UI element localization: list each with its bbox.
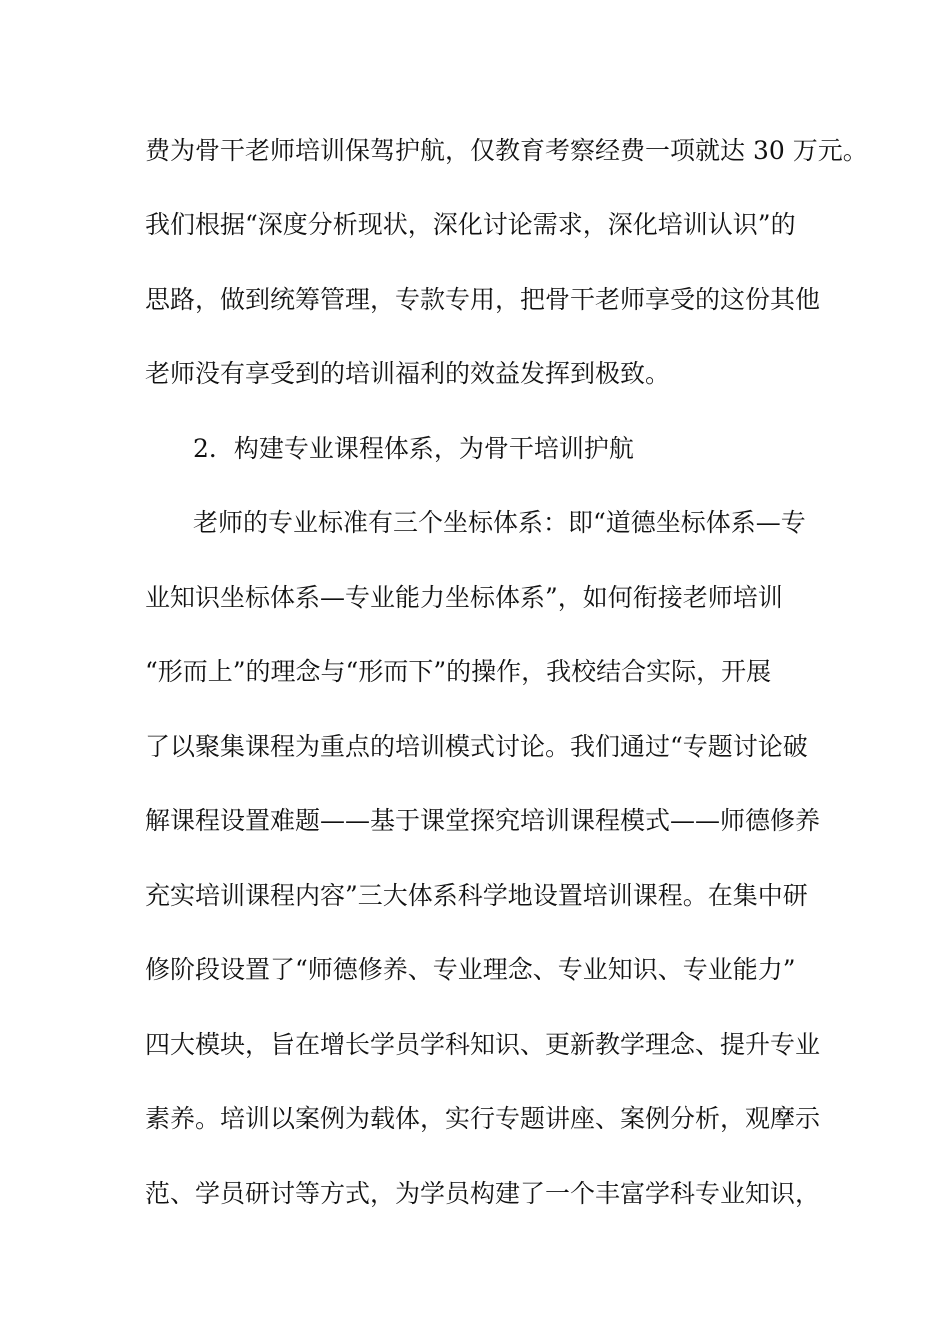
text-line: 思路，做到统筹管理，专款专用，把骨干老师享受的这份其他 [145,285,821,314]
text-line: 业知识坐标体系—专业能力坐标体系”，如何衔接老师培训 [145,583,783,612]
text-line: 老师没有享受到的培训福利的效益发挥到极致。 [145,359,671,388]
text-line: 修阶段设置了“师德修养、专业理念、专业知识、专业能力” [145,955,796,984]
text-line: 范、学员研讨等方式，为学员构建了一个丰富学科专业知识， [145,1179,821,1208]
text-line: 四大模块，旨在增长学员学科知识、更新教学理念、提升专业 [145,1030,821,1059]
text-line: 充实培训课程内容”三大体系科学地设置培训课程。在集中研 [145,881,808,910]
text-line: 素养。培训以案例为载体，实行专题讲座、案例分析，观摩示 [145,1104,821,1133]
text-line: 了以聚集课程为重点的培训模式讨论。我们通过“专题讨论破 [145,732,808,761]
text-line: “形而上”的理念与“形而下”的操作，我校结合实际，开展 [145,657,772,686]
text-line: 费为骨干老师培训保驾护航，仅教育考察经费一项就达 30 万元。 [145,136,868,165]
text-line: 老师的专业标准有三个坐标体系：即“道德坐标体系—专 [193,508,806,537]
section-heading: 2．构建专业课程体系，为骨干培训护航 [193,434,634,463]
text-line: 解课程设置难题——基于课堂探究培训课程模式——师德修养 [145,806,821,835]
text-line: 我们根据“深度分析现状，深化讨论需求，深化培训认识”的 [145,210,796,239]
